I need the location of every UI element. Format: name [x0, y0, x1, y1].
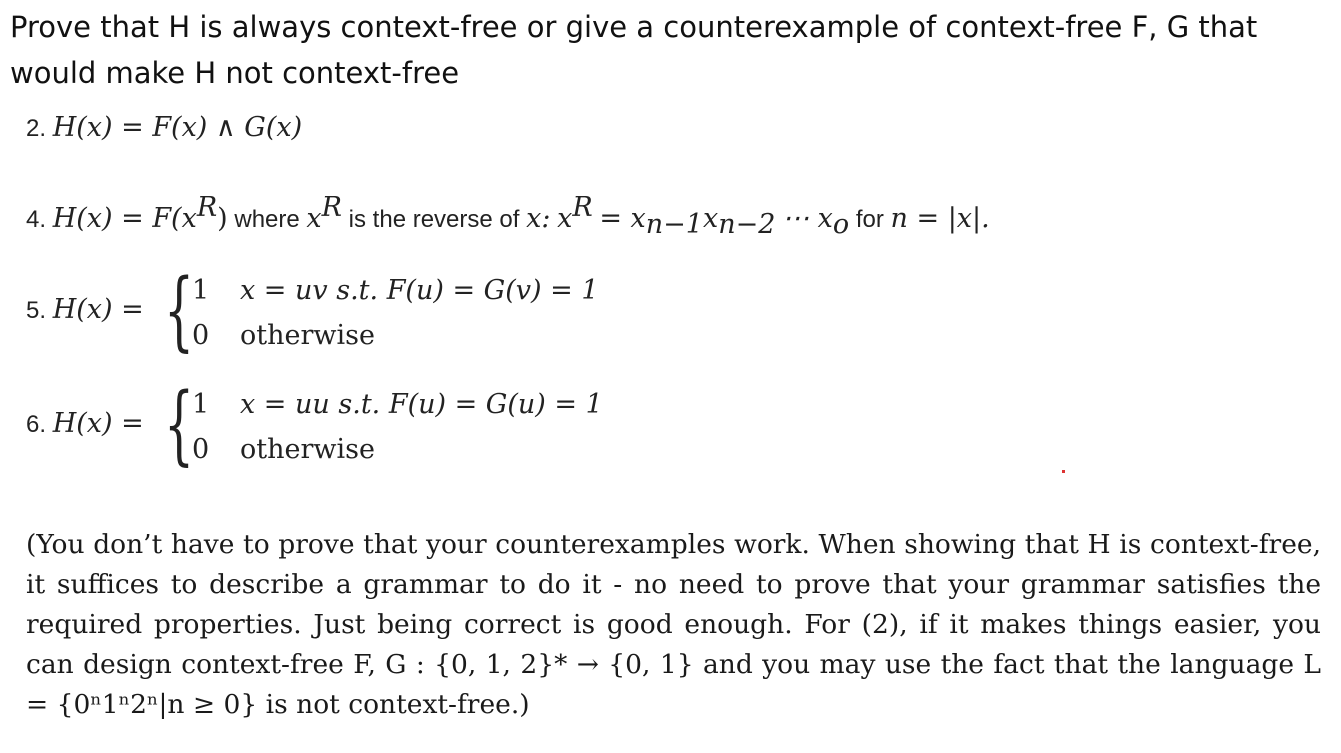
- item-5-case1-condition: x = uv s.t. F(u) = G(v) = 1: [240, 275, 599, 306]
- item-6: [26, 408, 144, 439]
- item-6-lhs: H(x) =: [52, 408, 144, 439]
- item-4-text-reverse: is the reverse of: [348, 206, 520, 233]
- item-5-lhs: H(x) =: [52, 294, 144, 325]
- item-6-case1-condition: x = uu s.t. F(u) = G(u) = 1: [240, 389, 603, 420]
- item-6-case2-condition: otherwise: [240, 434, 375, 465]
- item-4: 4. $H(x) = F(x^R)$ where $x^R$ is the reverse of x: $x^R = x_{n-1}x_{n-2}$ ⋯ $x_o$ for n = |x|.: [26, 192, 990, 240]
- item-6-case2-value: 0: [192, 434, 210, 465]
- item-4-x: x:: [526, 203, 551, 234]
- marker-dot: [1062, 470, 1065, 473]
- item-2-number: 2.: [26, 115, 47, 142]
- problem-statement: Prove that H is always context-free or give a counterexample of context-free F, G that would make H not context-free: [10, 10, 1258, 90]
- item-4-close-paren: ): [217, 203, 228, 234]
- item-4-number: 4.: [26, 206, 47, 233]
- item-5-brace: {: [164, 261, 195, 361]
- item-5-case1-value: 1: [192, 275, 210, 306]
- instructions-note: (You don’t have to prove that your counterexamples work. When showing that H is context-free, it suffices to describe a grammar to do it - no need to prove that your grammar satisfies the required properties. Just being correct is good enough. For (2), if it makes things easier, you can design context-free F, G : {0, 1, 2}* → {0, 1} and you may use the fact that the language L = {0ⁿ1ⁿ2ⁿ|n ≥ 0} is not context-free.): [26, 529, 1321, 720]
- item-2-expression: H(x) = F(x) ∧ G(x): [52, 112, 303, 143]
- item-5-number: 5.: [26, 297, 47, 324]
- item-6-brace: {: [164, 375, 195, 475]
- item-4-tail: n = |x|.: [890, 203, 990, 234]
- item-5: [26, 294, 144, 325]
- item-5-case2-condition: otherwise: [240, 320, 375, 351]
- item-5-case2-value: 0: [192, 320, 210, 351]
- item-2: [26, 112, 302, 143]
- item-6-case1-value: 1: [192, 389, 210, 420]
- item-4-text-for: for: [855, 206, 884, 233]
- item-4-definition: = x: [599, 203, 646, 234]
- item-6-number: 6.: [26, 411, 47, 438]
- item-4-lhs: H(x) = F(x: [52, 203, 197, 234]
- item-4-text-where: where: [234, 206, 300, 233]
- item-4-xr: x: [306, 203, 322, 234]
